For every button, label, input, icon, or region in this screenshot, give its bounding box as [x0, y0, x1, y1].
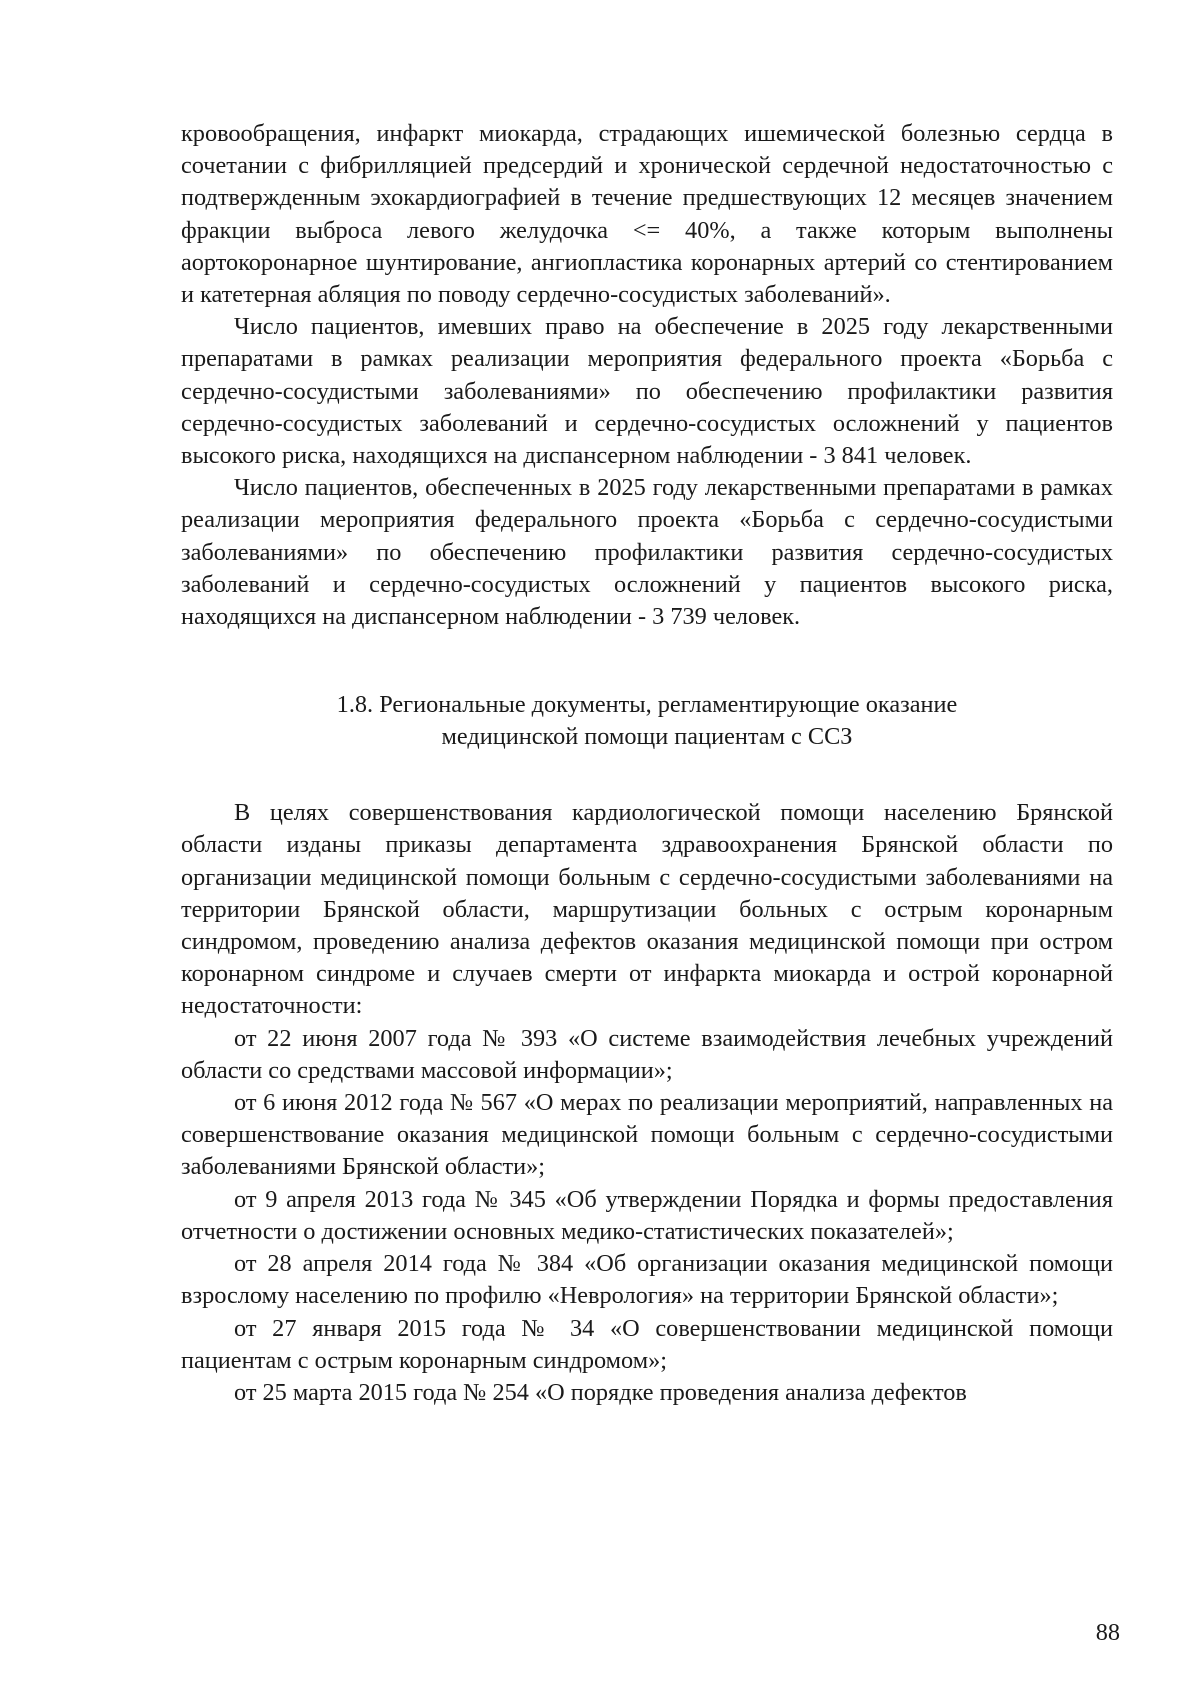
list-item-order: от 27 января 2015 года № 34 «О совершенствовании медицинской помощи пациентам с острым коронарным синдромом»; [181, 1314, 1113, 1374]
section-heading-line-2: медицинской помощи пациентам с ССЗ [441, 723, 853, 751]
paragraph-intro-orders: В целях совершенствования кардиологической помощи населению Брянской области изданы приказы департамента здравоохранения Брянской области по организации медицинской помощи больным с сердечно-сосудистыми заболеваниями на территории Брянской области, маршрутизации больных с острым коронарным синдромом, проведению анализа дефектов оказания медицинской помощи при остром коронарном синдроме и случаев смерти от инфаркта миокарда и острой коронарной недостаточности: [181, 799, 1113, 1020]
list-item-order: от 25 марта 2015 года № 254 «О порядке проведения анализа дефектов [234, 1378, 967, 1406]
paragraph-patients-provided: Число пациентов, обеспеченных в 2025 году лекарственными препаратами в рамках реализации мероприятия федерального проекта «Борьба с сердечно-сосудистыми заболеваниями» по обеспечению профилактики развития сердечно-сосудистых заболеваний и сердечно-сосудистых осложнений у пациентов высокого риска, находящихся на диспансерном наблюдении - 3 739 человек. [181, 474, 1113, 631]
document-page [181, 118, 1113, 1409]
list-item-order: от 28 апреля 2014 года № 384 «Об организации оказания медицинской помощи взрослому населению по профилю «Неврология» на территории Брянской области»; [181, 1250, 1113, 1310]
paragraph-continuation: кровообращения, инфаркт миокарда, страдающих ишемической болезнью сердца в сочетании с фибрилляцией предсердий и хронической сердечной недостаточностью с подтвержденным эхокардиографией в течение предшествующих 12 месяцев значением фракции выброса левого желудочка <= 40%, а также которым выполнены аортокоронарное шунтирование, ангиопластика коронарных артерий со стентированием и катетерная абляция по поводу сердечно-сосудистых заболеваний». [181, 120, 1113, 309]
page-number: 88 [1095, 1619, 1120, 1646]
section-heading-line-1: 1.8. Региональные документы, регламентирующие оказание [336, 691, 958, 719]
paragraph-patients-eligible: Число пациентов, имевших право на обеспечение в 2025 году лекарственными препаратами в рамках реализации мероприятия федерального проекта «Борьба с сердечно-сосудистыми заболеваниями» по обеспечению профилактики развития сердечно-сосудистых заболеваний и сердечно-сосудистых осложнений у пациентов высокого риска, находящихся на диспансерном наблюдении - 3 841 человек. [181, 313, 1113, 470]
section-heading [181, 689, 1113, 753]
list-item-order: от 22 июня 2007 года № 393 «О системе взаимодействия лечебных учреждений области со средствами массовой информации»; [181, 1024, 1113, 1084]
list-item-order: от 9 апреля 2013 года № 345 «Об утверждении Порядка и формы предоставления отчетности о достижении основных медико-статистических показателей»; [181, 1185, 1113, 1245]
list-item-order: от 6 июня 2012 года № 567 «О мерах по реализации мероприятий, направленных на совершенствование оказания медицинской помощи больным с сердечно-сосудистыми заболеваниями Брянской области»; [181, 1089, 1113, 1181]
